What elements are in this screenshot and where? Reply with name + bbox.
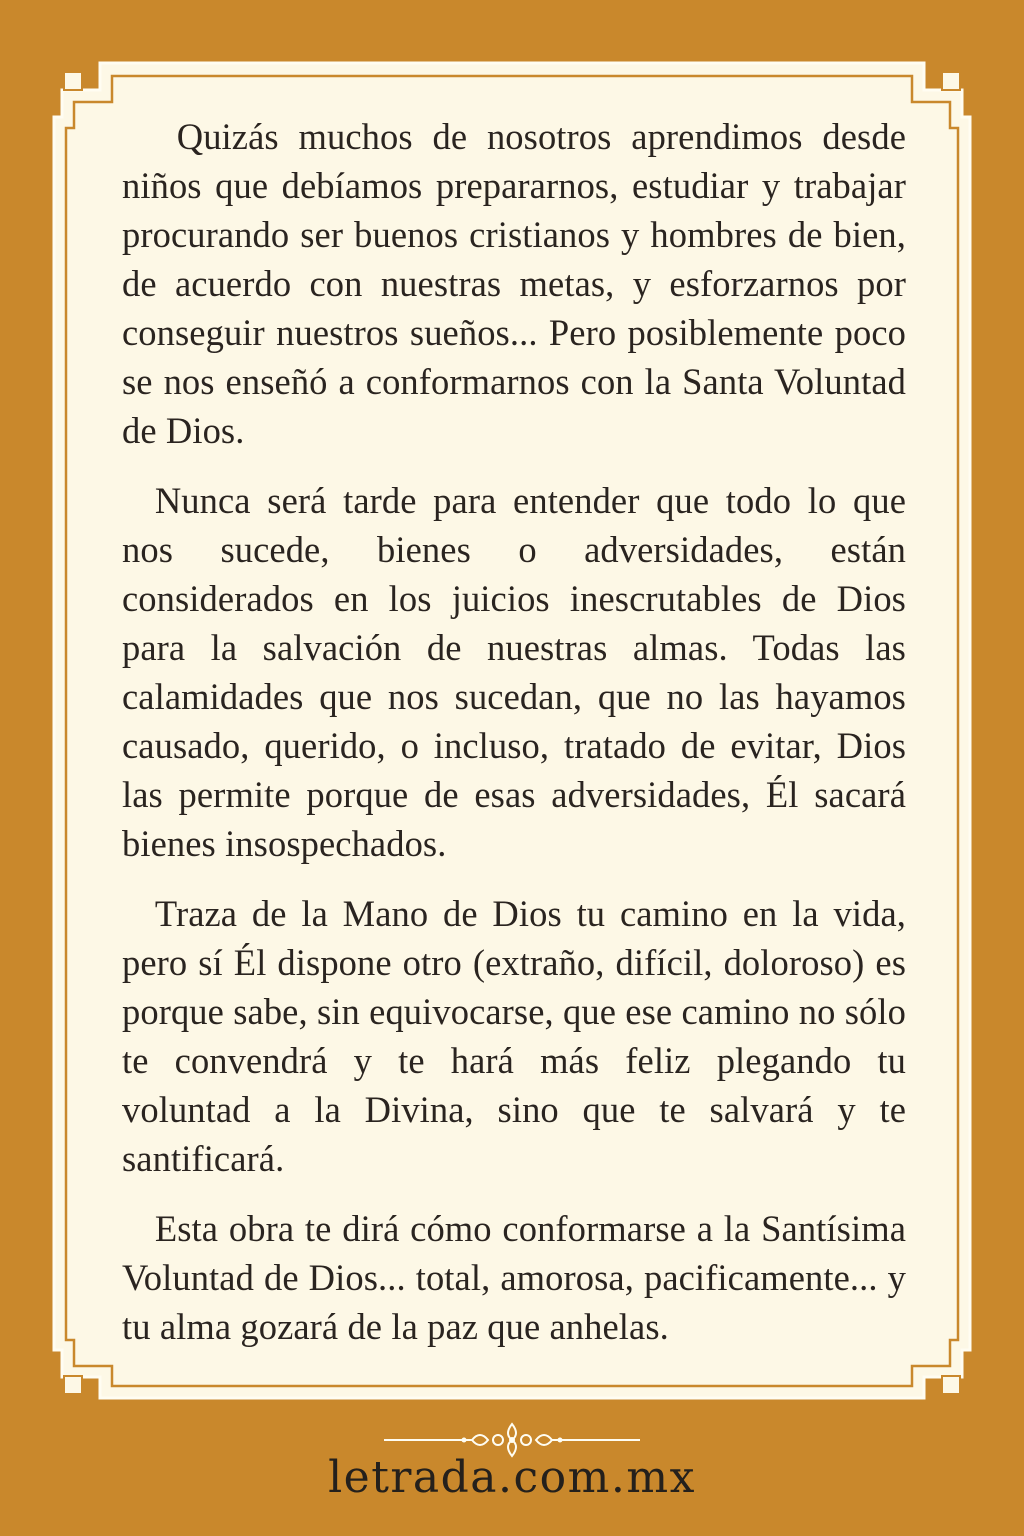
website-url: letrada.com.mx	[328, 1452, 696, 1503]
paragraph-2: Nunca será tarde para entender que todo lo que nos sucede, bienes o adversidades, están considerados en los juicios inescrutables de Dios para la salvación de nuestras almas. Todas las calamidades que nos sucedan, que no las hayamos causado, querido, o incluso, tratado de evitar, Dios las permite porque de esas adversidades, Él sacará bienes insospechados.	[122, 480, 906, 864]
paragraph-1: Quizás muchos de nosotros aprendimos desde niños que debíamos prepararnos, estudiar y trabajar procurando ser buenos cristianos y hombres de bien, de acuerdo con nuestras metas, y esforzarnos por conseguir nuestros sueños... Pero posiblemente poco se nos enseñó a conformarnos con la Santa Voluntad de Dios.	[122, 116, 906, 451]
paragraph-3: Traza de la Mano de Dios tu camino en la vida, pero sí Él dispone otro (extraño, difícil, doloroso) es porque sabe, sin equivocarse, que ese camino no sólo te convendrá y te hará más feliz plegando tu voluntad a la Divina, sino que te salvará y te santificará.	[122, 893, 906, 1179]
paragraph-4: Esta obra te dirá cómo conformarse a la Santísima Voluntad de Dios... total, amorosa, pacificamente... y tu alma gozará de la paz que anhelas.	[122, 1208, 906, 1347]
body-text	[122, 112, 906, 1351]
